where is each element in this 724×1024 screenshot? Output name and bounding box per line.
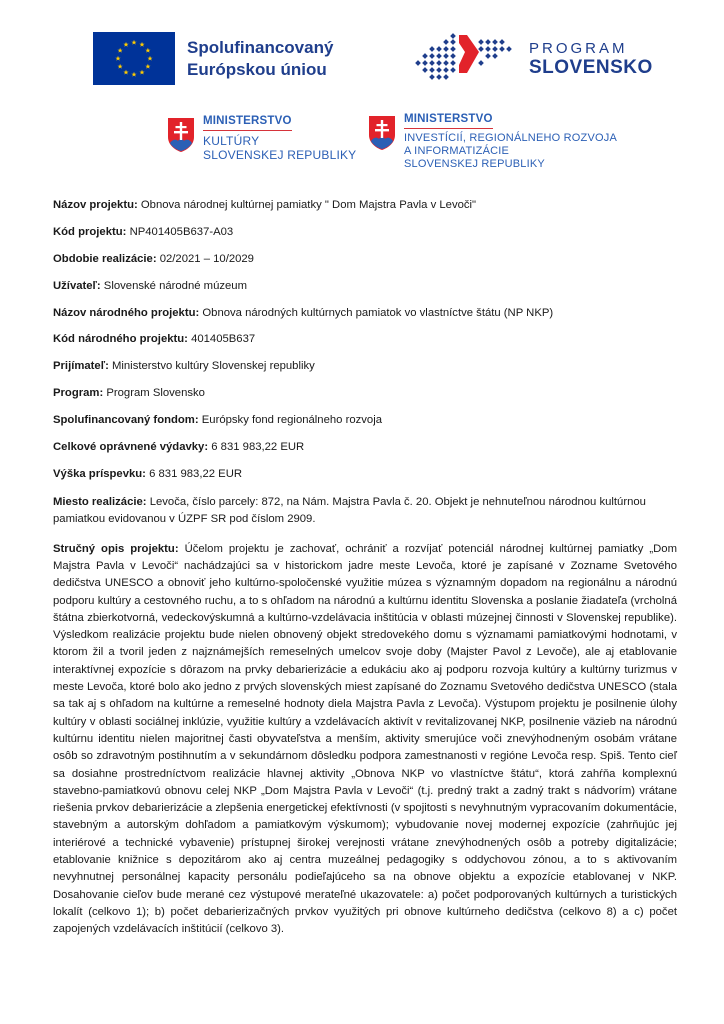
ministry-investment-logo [368, 113, 617, 171]
eu-flag-icon [93, 32, 175, 85]
ministry-investment-line: INVESTÍCIÍ, REGIONÁLNEHO ROZVOJA [404, 132, 617, 144]
field-label: Obdobie realizácie: [53, 252, 157, 265]
field-contribution-amount [53, 467, 677, 482]
project-info [53, 198, 677, 939]
field-value: Obnova národných kultúrnych pamiatok vo vlastníctve štátu (NP NKP) [199, 306, 554, 319]
field-label: Názov projektu: [53, 199, 138, 211]
field-user [53, 279, 677, 294]
slovak-coat-of-arms-icon [167, 117, 195, 153]
ministry-investment-head: MINISTERSTVO [404, 113, 493, 129]
field-realization-place [53, 494, 677, 529]
field-value: Program Slovensko [103, 387, 205, 400]
program-slovensko-line1: PROGRAM [529, 39, 628, 57]
ministry-culture-line: SLOVENSKEJ REPUBLIKY [203, 148, 357, 162]
program-slovensko-line2: SLOVENSKO [529, 56, 653, 78]
field-national-project-code [53, 332, 677, 347]
field-value: Európsky fond regionálneho rozvoja [198, 414, 382, 427]
ministry-culture-line: KULTÚRY [203, 134, 260, 148]
field-total-eligible-expenses [53, 440, 677, 455]
program-slovensko-text [529, 40, 653, 79]
ministry-culture-head: MINISTERSTVO [203, 115, 292, 131]
program-slovensko-logo [415, 33, 653, 85]
field-value: Levoča, číslo parcely: 872, na Nám. Majstra Pavla č. 20. Objekt je nehnuteľnou národnou kultúrnou pamiatkou evidovanou v ÚZPF SR pod číslom 2909. [53, 495, 646, 526]
field-value: 02/2021 – 10/2029 [156, 252, 254, 265]
field-label: Spolufinancovaný fondom: [53, 414, 199, 427]
ministry-investment-line: A INFORMATIZÁCIE [404, 145, 510, 157]
field-value: NP401405B637-A03 [126, 225, 234, 238]
field-value: Obnova národnej kultúrnej pamiatky " Dom Majstra Pavla v Levoči" [137, 199, 477, 211]
eu-logo-text [187, 37, 333, 81]
field-label: Celkové oprávnené výdavky: [53, 441, 209, 454]
field-label: Kód projektu: [53, 225, 127, 238]
eu-logo-line1: Spolufinancovaný [187, 37, 334, 57]
field-project-name [53, 198, 677, 213]
field-cofinanced-fund [53, 413, 677, 428]
eu-cofunded-logo [93, 32, 333, 85]
field-value: 6 831 983,22 EUR [145, 467, 243, 480]
ministry-investment-text [404, 113, 617, 171]
project-description [53, 541, 677, 939]
description-text: Účelom projektu je zachovať, ochrániť a rozvíjať potenciál národnej kultúrnej pamiatky „Dom Majstra Pavla v Levoči“ nachádzajúci sa v historickom jadre meste Levoča, ktoré je zapísané v Zozname Svetového dedičstva UNESCO a obnoviť jeho kultúrno-spoločenské využitie múzea s významným dopadom na regionálnu a národnú podporu kultúry a cestovného ruchu, a to s ohľadom na národnú a kultúrnu identitu Slovenska a poslanie žiadateľa (vrcholná štátna zbierkotvorná, vedeckovýskumná a kultúrno-vzdelávacia inštitúcia v oblasti múzejnej činnosti v Slovenskej republike). Výsledkom realizácie projektu bude nielen obnovený objekt stredovekého domu s významami pamiatkovými hodnotami, v ktorom žil a tvoril jeden z najznámejších remeselných umelcov svoje doby (Majster Pavol z Levoče), ale aj etablovanie interaktívnej expozície s dôrazom na prvky debarierizácie a edukáciu ako aj podporu rozvoja kultúry a kultúrny turizmus v meste Levoča, ktoré bolo ako jedno z prvých slovenských miest zapísané do Zoznamu Svetového dedičstva UNESCO (stala sa tak aj s ohľadom na kultúrne a remeselné hodnoty diela Majstra Pavla z Levoča). Výstupom projektu je posilnenie úlohy kultúry v oblasti sociálnej inklúzie, využitie kultúry a vzdelávacích aktivít v revitalizovanej NKP, posilnenie väzieb na národnú kultúrnu identitu nielen majoritnej časti obyvateľstva a menším, aktivity smerujúce voči znevýhodneným osobám vrátane osôb so zdravotným postihnutím a v sekundárnom dôsledku podpora zamestnanosti v regióne Levoča resp. Spiš. Tento cieľ sa dosiahne prostredníctvom realizácie hlavnej aktivity „Obnova NKP vo vlastníctve štátu“, ktorá zahŕňa komplexnú stavebno-pamiatkovú obnovu celej NKP „Dom Majstra Pavla v Levoči“ (t.j. predný trakt a zadný trakt s nádvorím) vrátane riešenia prvkov debarierizácie a zlepšenia energetickej efektívnosti (v spojitosti s nevyhnutným vypracovaním dokumentácie, stavebným a autorským dohľadom a pamiatkovým výskumom); vybudovanie novej modernej expozície (zahrňujúc jej interiérové a technické vybavenie) prístupnej širokej verejnosti vrátane znevýhodnených osôb a potreby digitalizácie; etablovanie knižnice s depozitárom ako aj centra muzeálnej pedagogiky s oddychovou zónou, a to s aktivovaním nevyhnutnej personálnej kapacity personálu podieľajúceho sa na obnove objektu a expozície etablovanej v NKP. Dosahovanie cieľov bude merané cez výstupové merateľné ukazovatele: a) počet podporovaných kultúrnych a turistických lokalít (celkovo 1); b) počet debarierizačných prvkov využitých pri obnove kultúrneho dedičstva (celkovo 8) a c) počet zapojených vzdelávacích inštitúcií (celkovo 3). [53, 542, 677, 936]
field-label: Kód národného projektu: [53, 333, 188, 346]
field-value: Ministerstvo kultúry Slovenskej republiky [108, 360, 315, 373]
field-label: Miesto realizácie: [53, 495, 147, 508]
field-value: 401405B637 [187, 333, 256, 346]
field-recipient [53, 359, 677, 374]
field-program [53, 386, 677, 401]
description-label: Stručný opis projektu: [53, 542, 179, 555]
ministry-culture-text [203, 115, 356, 162]
field-national-project-name [53, 306, 677, 321]
field-label: Výška príspevku: [53, 467, 146, 480]
field-value: 6 831 983,22 EUR [208, 441, 305, 454]
field-value: Slovenské národné múzeum [100, 279, 247, 292]
ministry-investment-line: SLOVENSKEJ REPUBLIKY [404, 158, 545, 170]
field-project-code [53, 225, 677, 240]
field-label: Názov národného projektu: [53, 306, 200, 319]
eu-logo-line2: Európskou úniou [187, 59, 327, 79]
field-realization-period [53, 252, 677, 267]
field-label: Užívateľ: [53, 279, 101, 292]
ministry-culture-logo [167, 115, 356, 162]
field-label: Prijímateľ: [53, 360, 109, 373]
program-slovensko-mark-icon [415, 33, 515, 85]
slovak-coat-of-arms-icon [368, 115, 396, 151]
field-label: Program: [53, 387, 104, 400]
